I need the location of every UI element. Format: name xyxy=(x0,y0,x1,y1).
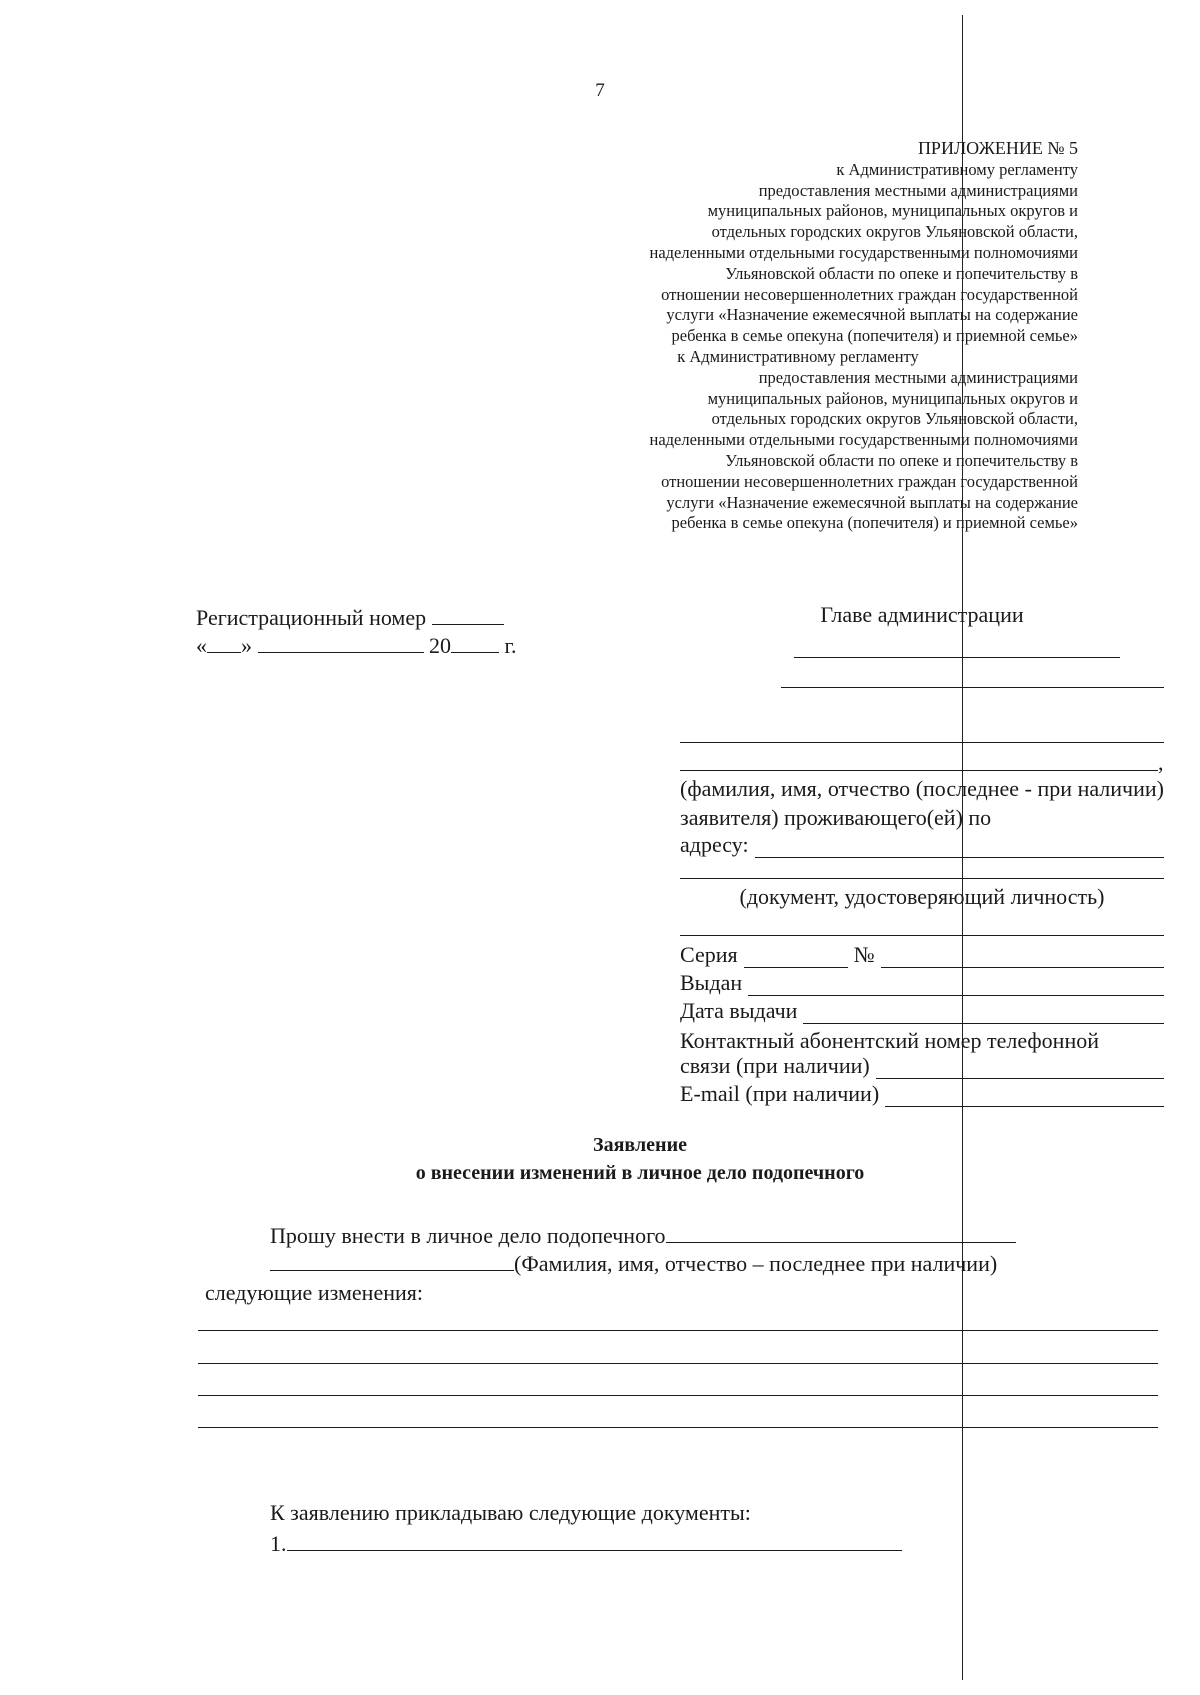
number-field[interactable] xyxy=(881,947,1164,968)
phone-label: связи (при наличии) xyxy=(680,1053,870,1078)
appendix-line: предоставления местными администрациями xyxy=(758,367,1078,387)
head-name-line[interactable] xyxy=(794,657,1120,658)
request-row xyxy=(270,1222,1016,1249)
date-quote-open: « xyxy=(196,633,207,658)
date-day-field[interactable] xyxy=(207,632,241,653)
appendix-line: отдельных городских округов Ульяновской области, xyxy=(711,409,1078,429)
issued-label: Выдан xyxy=(680,970,743,995)
appendix-line: услуги «Назначение ежемесячной выплаты на содержание xyxy=(666,305,1078,325)
addressee-block xyxy=(680,602,1164,1106)
comma: , xyxy=(1158,750,1164,775)
ward-name-field-2[interactable] xyxy=(270,1250,514,1271)
changes-line[interactable] xyxy=(198,1330,1158,1331)
issued-field[interactable] xyxy=(748,975,1164,996)
phone-field[interactable] xyxy=(876,1058,1164,1079)
appendix-line: Ульяновской области по опеке и попечительству в xyxy=(725,263,1078,283)
date-month-field[interactable] xyxy=(258,632,424,653)
email-label: E-mail (при наличии) xyxy=(680,1081,880,1106)
changes-line[interactable] xyxy=(198,1395,1158,1396)
date-century: 20 xyxy=(429,633,451,658)
appendix-line: муниципальных районов, муниципальных округов и xyxy=(707,201,1078,221)
changes-line[interactable] xyxy=(198,1427,1158,1428)
issue-date-label: Дата выдачи xyxy=(680,998,798,1023)
series-label: Серия xyxy=(680,942,738,967)
ward-name-field[interactable] xyxy=(666,1222,1016,1243)
id-document-caption: (документ, удостоверяющий личность) xyxy=(739,884,1105,909)
appendix-line: услуги «Назначение ежемесячной выплаты на содержание xyxy=(666,492,1078,512)
date-quote-close: » xyxy=(241,633,252,658)
issue-date-field[interactable] xyxy=(803,1003,1164,1024)
registration-label: Регистрационный номер xyxy=(196,605,427,630)
address-label: адресу: xyxy=(680,832,749,857)
appendix-line: муниципальных районов, муниципальных округов и xyxy=(707,388,1078,408)
appendix-line: к Административному регламенту xyxy=(836,159,1078,179)
address-line-2[interactable] xyxy=(680,878,1164,879)
name-hint-row xyxy=(270,1250,997,1277)
appendix-line: отношении несовершеннолетних граждан государственной xyxy=(661,284,1078,304)
head-name-line-2[interactable] xyxy=(781,687,1164,688)
appendix-line: к Административному регламенту xyxy=(677,346,919,366)
email-field[interactable] xyxy=(885,1086,1164,1107)
appendix-header xyxy=(518,138,1078,534)
registration-block xyxy=(196,604,517,660)
applicant-caption: (фамилия, имя, отчество (последнее - при наличии) заявителя) проживающего(ей) по xyxy=(680,776,1164,830)
attachments-label: К заявлению прикладываю следующие документы: xyxy=(270,1500,751,1525)
statement-subtitle: о внесении изменений в личное дело подопечного xyxy=(415,1162,865,1184)
applicant-name-line[interactable] xyxy=(680,742,1164,743)
appendix-line: Ульяновской области по опеке и попечительству в xyxy=(725,450,1078,470)
issued-row xyxy=(680,970,1164,996)
issue-date-row xyxy=(680,998,1164,1024)
addressee-title: Главе администрации xyxy=(820,602,1024,627)
registration-number-field[interactable] xyxy=(432,604,504,625)
address-row xyxy=(680,832,1164,858)
name-hint: (Фамилия, имя, отчество – последнее при наличии) xyxy=(514,1251,998,1276)
request-text: Прошу внести в личное дело подопечного xyxy=(270,1223,666,1248)
appendix-line: ребенка в семье опекуна (попечителя) и приемной семье» xyxy=(671,326,1078,346)
email-row xyxy=(680,1081,1164,1107)
appendix-line: предоставления местными администрациями xyxy=(758,180,1078,200)
changes-label: следующие изменения: xyxy=(205,1280,423,1305)
phone-caption: Контактный абонентский номер телефонной xyxy=(680,1028,1099,1053)
number-label: № xyxy=(853,942,875,967)
appendix-line: наделенными отдельными государственными полномочиями xyxy=(649,430,1078,450)
id-document-line[interactable] xyxy=(680,935,1164,936)
attachment-field[interactable] xyxy=(287,1530,902,1551)
series-row xyxy=(680,942,1164,968)
date-year-suffix: г. xyxy=(504,633,517,658)
phone-row xyxy=(680,1053,1164,1079)
appendix-line: отдельных городских округов Ульяновской области, xyxy=(711,222,1078,242)
appendix-line: отношении несовершеннолетних граждан государственной xyxy=(661,471,1078,491)
address-field[interactable] xyxy=(755,837,1164,858)
page-number: 7 xyxy=(595,80,605,101)
series-field[interactable] xyxy=(744,947,848,968)
statement-title: Заявление xyxy=(593,1134,687,1156)
applicant-name-line-2[interactable] xyxy=(680,770,1158,771)
statement-title-block xyxy=(0,1131,1200,1187)
changes-line[interactable] xyxy=(198,1363,1158,1364)
appendix-heading: ПРИЛОЖЕНИЕ № 5 xyxy=(917,138,1078,158)
appendix-line: наделенными отдельными государственными полномочиями xyxy=(649,242,1078,262)
date-year-field[interactable] xyxy=(451,632,499,653)
attachment-row xyxy=(270,1530,902,1557)
appendix-line: ребенка в семье опекуна (попечителя) и приемной семье» xyxy=(671,513,1078,533)
attachment-item-number: 1. xyxy=(270,1531,287,1556)
